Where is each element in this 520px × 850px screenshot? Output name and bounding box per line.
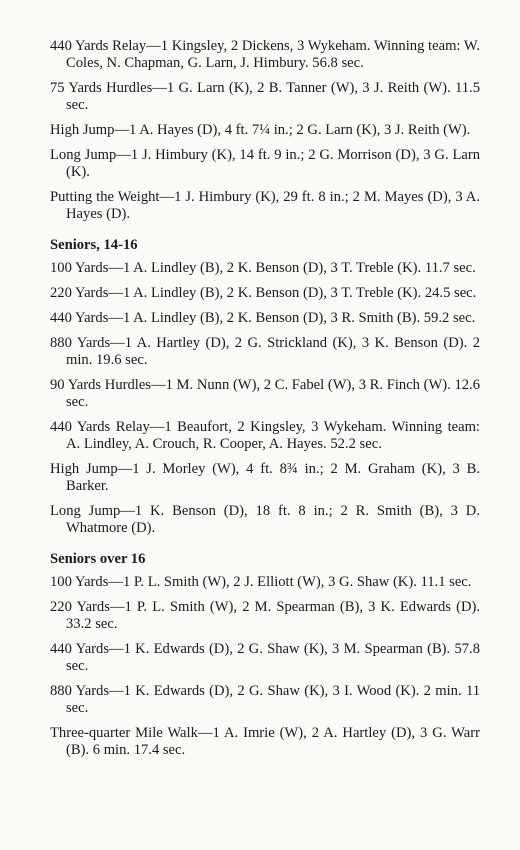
result-entry: 440 Yards Relay—1 Beaufort, 2 Kingsley, 3 Wykeham. Winning team: A. Lindley, A. Crouch, R. Cooper, A. Hayes. 52.2 sec.	[50, 419, 480, 452]
result-entry: High Jump—1 A. Hayes (D), 4 ft. 7¼ in.; 2 G. Larn (K), 3 J. Reith (W).	[50, 122, 471, 138]
result-entry: 100 Yards—1 P. L. Smith (W), 2 J. Elliott (W), 3 G. Shaw (K). 11.1 sec.	[50, 574, 472, 590]
result-entry: 220 Yards—1 P. L. Smith (W), 2 M. Spearman (B), 3 K. Edwards (D). 33.2 sec.	[50, 599, 480, 632]
result-entry: High Jump—1 J. Morley (W), 4 ft. 8¾ in.; 2 M. Graham (K), 3 B. Barker.	[50, 461, 480, 494]
result-entry: Putting the Weight—1 J. Himbury (K), 29 ft. 8 in.; 2 M. Mayes (D), 3 A. Hayes (D).	[50, 189, 480, 222]
result-entry: 440 Yards Relay—1 Kingsley, 2 Dickens, 3 Wykeham. Winning team: W. Coles, N. Chapman, G. Larn, J. Himbury. 56.8 sec.	[50, 38, 480, 71]
result-entry: 220 Yards—1 A. Lindley (B), 2 K. Benson (D), 3 T. Treble (K). 24.5 sec.	[50, 285, 477, 301]
result-entry: Long Jump—1 J. Himbury (K), 14 ft. 9 in.; 2 G. Morrison (D), 3 G. Larn (K).	[50, 147, 480, 180]
result-entry: 880 Yards—1 A. Hartley (D), 2 G. Strickland (K), 3 K. Benson (D). 2 min. 19.6 sec.	[50, 335, 480, 368]
section-heading-seniors-14-16: Seniors, 14-16	[50, 237, 138, 253]
result-entry: Three-quarter Mile Walk—1 A. Imrie (W), 2 A. Hartley (D), 3 G. Warr (B). 6 min. 17.4 sec.	[50, 725, 480, 758]
result-entry: 440 Yards—1 K. Edwards (D), 2 G. Shaw (K), 3 M. Spearman (B). 57.8 sec.	[50, 641, 480, 674]
section-heading-seniors-over-16: Seniors over 16	[50, 551, 146, 567]
result-entry: Long Jump—1 K. Benson (D), 18 ft. 8 in.; 2 R. Smith (B), 3 D. Whatmore (D).	[50, 503, 480, 536]
result-entry: 440 Yards—1 A. Lindley (B), 2 K. Benson (D), 3 R. Smith (B). 59.2 sec.	[50, 310, 476, 326]
result-entry: 75 Yards Hurdles—1 G. Larn (K), 2 B. Tanner (W), 3 J. Reith (W). 11.5 sec.	[50, 80, 480, 113]
result-entry: 880 Yards—1 K. Edwards (D), 2 G. Shaw (K), 3 I. Wood (K). 2 min. 11 sec.	[50, 683, 480, 716]
result-entry: 100 Yards—1 A. Lindley (B), 2 K. Benson (D), 3 T. Treble (K). 11.7 sec.	[50, 260, 476, 276]
result-entry: 90 Yards Hurdles—1 M. Nunn (W), 2 C. Fabel (W), 3 R. Finch (W). 12.6 sec.	[50, 377, 480, 410]
